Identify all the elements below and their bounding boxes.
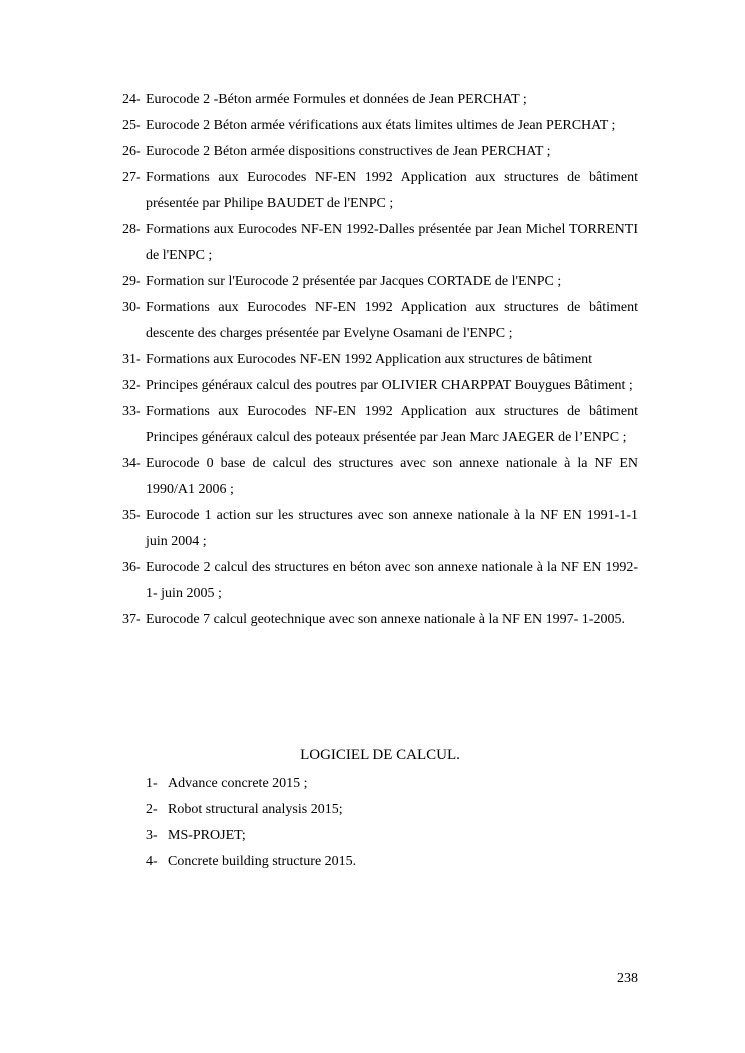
- reference-item: [122, 555, 638, 607]
- reference-number: 33-: [122, 404, 141, 419]
- reference-item: [122, 165, 638, 217]
- reference-text: Eurocode 2 calcul des structures en béton avec son annexe nationale à la NF EN 1992-1- juin 2005 ;: [146, 560, 638, 601]
- reference-text: Formations aux Eurocodes NF-EN 1992 Application aux structures de bâtiment Principes généraux calcul des poteaux présentée par Jean Marc JAEGER de l’ENPC ;: [146, 404, 638, 445]
- reference-item: [122, 503, 638, 555]
- reference-number: 36-: [122, 560, 141, 575]
- reference-text: Eurocode 0 base de calcul des structures avec son annexe nationale à la NF EN 1990/A1 2006 ;: [146, 456, 638, 497]
- software-number: 4-: [146, 854, 158, 869]
- software-text: Robot structural analysis 2015;: [168, 802, 343, 817]
- section-title: LOGICIEL DE CALCUL.: [300, 747, 460, 763]
- reference-text: Formations aux Eurocodes NF-EN 1992 Application aux structures de bâtiment: [146, 352, 592, 367]
- software-number: 2-: [146, 802, 158, 817]
- software-item: [146, 771, 638, 797]
- reference-text: Eurocode 2 Béton armée dispositions constructives de Jean PERCHAT ;: [146, 144, 551, 159]
- page-number: 238: [617, 971, 638, 986]
- reference-text: Formations aux Eurocodes NF-EN 1992 Application aux structures de bâtiment descente des charges présentée par Evelyne Osamani de l'ENPC ;: [146, 300, 638, 341]
- reference-list: [122, 87, 638, 633]
- reference-number: 29-: [122, 274, 141, 289]
- reference-text: Formations aux Eurocodes NF-EN 1992 Application aux structures de bâtiment présentée par Philipe BAUDET de l'ENPC ;: [146, 170, 638, 211]
- reference-item: [122, 269, 638, 295]
- reference-text: Eurocode 2 Béton armée vérifications aux états limites ultimes de Jean PERCHAT ;: [146, 118, 616, 133]
- reference-number: 28-: [122, 222, 141, 237]
- reference-item: [122, 139, 638, 165]
- software-item: [146, 849, 638, 875]
- reference-number: 24-: [122, 92, 141, 107]
- reference-item: [122, 607, 638, 633]
- reference-text: Eurocode 1 action sur les structures avec son annexe nationale à la NF EN 1991-1-1 juin 2004 ;: [146, 508, 638, 549]
- reference-item: [122, 451, 638, 503]
- reference-number: 27-: [122, 170, 141, 185]
- reference-item: [122, 373, 638, 399]
- reference-number: 34-: [122, 456, 141, 471]
- reference-number: 32-: [122, 378, 141, 393]
- reference-number: 26-: [122, 144, 141, 159]
- reference-item: [122, 217, 638, 269]
- software-item: [146, 797, 638, 823]
- reference-text: Formation sur l'Eurocode 2 présentée par Jacques CORTADE de l'ENPC ;: [146, 274, 562, 289]
- software-text: Concrete building structure 2015.: [168, 854, 357, 869]
- reference-number: 35-: [122, 508, 141, 523]
- software-list: [146, 771, 638, 875]
- reference-item: [122, 295, 638, 347]
- reference-item: [122, 399, 638, 451]
- reference-number: 30-: [122, 300, 141, 315]
- software-number: 3-: [146, 828, 158, 843]
- software-text: Advance concrete 2015 ;: [168, 776, 308, 791]
- reference-item: [122, 113, 638, 139]
- software-text: MS-PROJET;: [168, 828, 246, 843]
- reference-item: [122, 347, 638, 373]
- reference-text: Formations aux Eurocodes NF-EN 1992-Dalles présentée par Jean Michel TORRENTI de l'ENPC ;: [146, 222, 638, 263]
- reference-number: 25-: [122, 118, 141, 133]
- reference-item: [122, 87, 638, 113]
- reference-number: 37-: [122, 612, 141, 627]
- reference-text: Eurocode 7 calcul geotechnique avec son annexe nationale à la NF EN 1997- 1-2005.: [146, 612, 625, 627]
- software-number: 1-: [146, 776, 158, 791]
- reference-text: Eurocode 2 -Béton armée Formules et données de Jean PERCHAT ;: [146, 92, 527, 107]
- reference-number: 31-: [122, 352, 141, 367]
- software-item: [146, 823, 638, 849]
- reference-text: Principes généraux calcul des poutres par OLIVIER CHARPPAT Bouygues Bâtiment ;: [146, 378, 633, 393]
